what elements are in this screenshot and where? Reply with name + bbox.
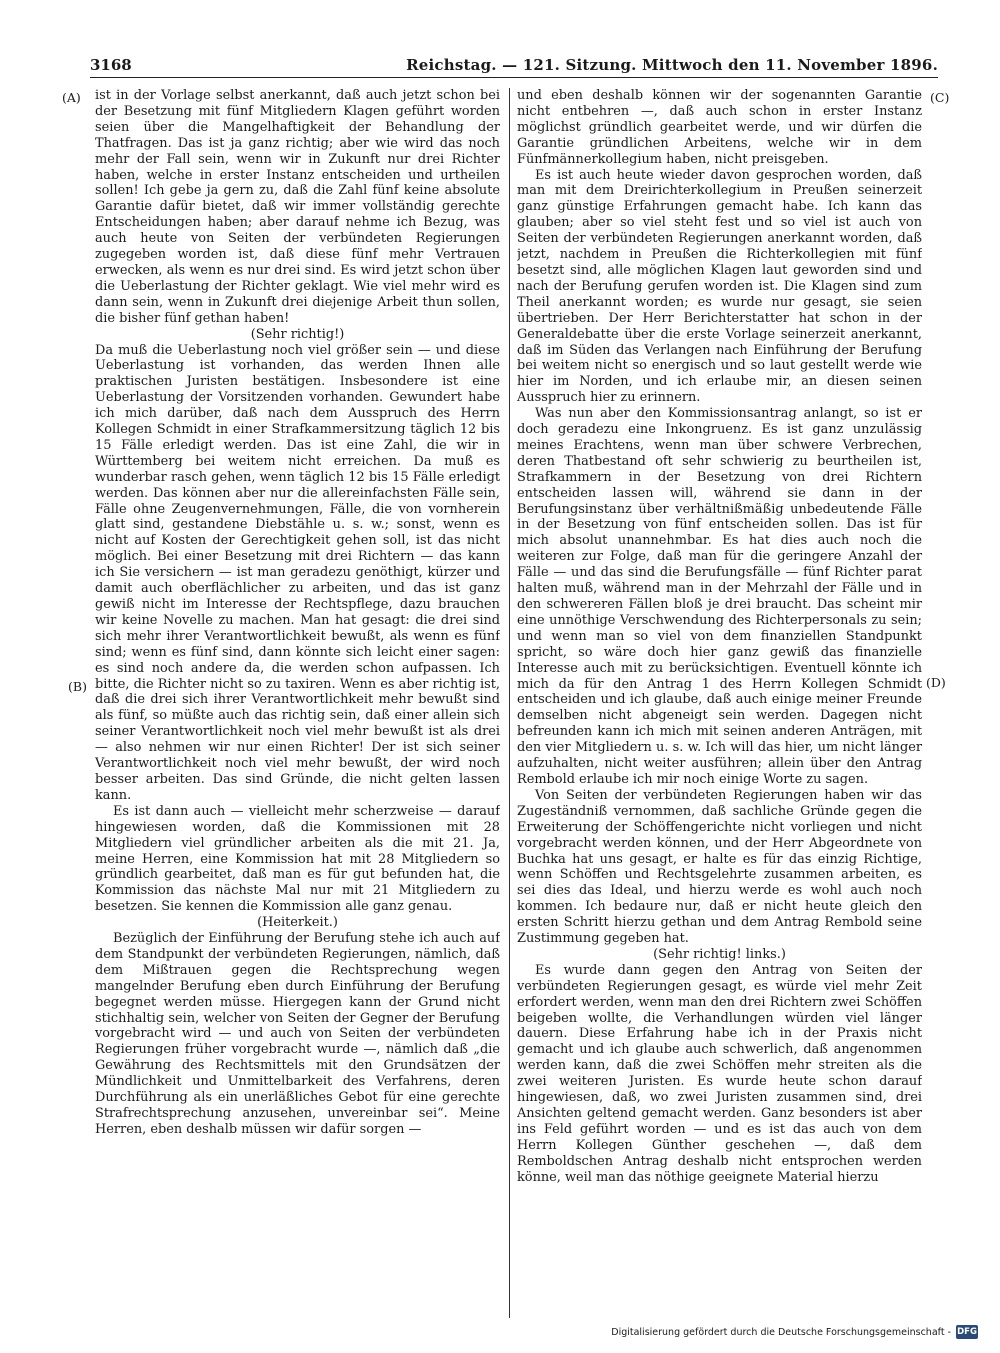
footer-credit (611, 1324, 978, 1340)
left-column (95, 88, 500, 1320)
margin-marker-d: (D) (926, 675, 946, 690)
right-column (517, 88, 922, 1320)
margin-marker-c: (C) (930, 90, 950, 105)
interjection: (Sehr richtig!) (250, 326, 345, 342)
interjection: (Sehr richtig! links.) (653, 946, 786, 962)
footer-text: Digitalisierung gefördert durch die Deutsche Forschungsgemeinschaft - (611, 1326, 951, 1338)
paragraph: Es wurde dann gegen den Antrag von Seiten der verbündeten Regierungen gesagt, es würde viel mehr Zeit erfordert werden, wenn man den drei Richtern zwei Schöffen beigeben wollte, die Verhandlungen würden viel länger dauern. Diese Erfahrung habe ich in der Praxis nicht gemacht und ich glaube auch schwerlich, daß angenommen werden kann, daß die zwei Schöffen mehr streiten als die zwei weiteren Juristen. Es wurde heute schon darauf hingewiesen, daß, wo zwei Juristen zusammen sind, drei Ansichten geltend gemacht werden. Ganz besonders ist aber ins Feld geführt worden — und es ist das auch von dem Herrn Kollegen Günther geschehen —, daß dem Remboldschen Antrag deshalb nicht entsprochen werden könne, weil man das nöthige geeignete Material hierzu (517, 962, 922, 1185)
paragraph: Was nun aber den Kommissionsantrag anlangt, so ist er doch geradezu eine Inkongruenz. Es ist ganz unzulässig meines Erachtens, wenn man über schwere Verbrechen, deren Thatbestand oft sehr schwierig zu beurtheilen ist, Strafkammern in der Besetzung von drei Richtern entscheiden lassen will, während sie dann in der Berufungsinstanz über verhältnißmäßig unbedeutende Fälle in der Besetzung von fünf entscheiden sollen. Das ist für mich absolut unannehmbar. Es hat dies auch noch die weiteren zur Folge, daß man für die geringere Anzahl der Fälle — und das sind die Berufungsfälle — fünf Richter parat halten muß, während man in der Mehrzahl der Fälle und in den schwereren Fällen bloß je drei braucht. Das scheint mir eine unnöthige Verschwendung des Richterpersonals zu sein; und wenn man so viel von dem finanziellen Standpunkt spricht, so wäre doch hier ganz gewiß das finanzielle Interesse auch mit zu berücksichtigen. Eventuell könnte ich mich da für den Antrag 1 des Herrn Kollegen Schmidt entscheiden und ich glaube, daß auch einige meiner Freunde demselben nicht abgeneigt sein werden. Dagegen nicht befreunden kann ich mich mit seinen anderen Anträgen, mit den vier Mitgliedern u. s. w. Ich will das hier, um nicht länger aufzuhalten, nicht weiter ausführen; allein über den Antrag Rembold erlaube ich mir noch einige Worte zu sagen. (517, 406, 922, 787)
paragraph: Es ist dann auch — vielleicht mehr scherzweise — darauf hingewiesen worden, daß die Kommissionen mit 28 Mitgliedern viel gründlicher arbeiten als die mit 21. Ja, meine Herren, eine Kommission hat mit 28 Mitgliedern so gründlich gearbeitet, daß man es für gut befunden hat, die Kommission das nächste Mal nur mit 21 Mitgliedern zu besetzen. Sie kennen die Kommission alle ganz genau. (95, 803, 500, 915)
paragraph: und eben deshalb können wir der sogenannten Garantie nicht entbehren —, daß auch schon in erster Instanz möglichst gründlich gearbeitet werde, und wir dürfen die Garantie gründlichen Arbeitens, welche wir in dem Fünfmännerkollegium haben, nicht preisgeben. (517, 88, 922, 167)
page-header (90, 48, 938, 74)
running-head: Reichstag. — 121. Sitzung. Mittwoch den 11. November 1896. (406, 56, 938, 74)
page-number: 3168 (90, 56, 132, 74)
paragraph: Es ist auch heute wieder davon gesprochen worden, daß man mit dem Dreirichterkollegium in Preußen seinerzeit ganz günstige Erfahrungen gemacht habe. Ich kann das glauben; aber so viel steht fest und so viel ist auch von Seiten der verbündeten Regierungen anerkannt worden, daß jetzt, nachdem in Preußen die Richterkollegien mit fünf besetzt sind, alle möglichen Klagen laut geworden sind und nach der Berufung gerufen worden ist. Die Klagen sind zum Theil anerkannt worden; es wurde nur gesagt, sie seien übertrieben. Der Herr Berichterstatter hat schon in der Generaldebatte über die erste Vorlage seinerzeit anerkannt, daß im Süden das Verlangen nach Einführung der Berufung bei weitem nicht so energisch und so laut gestellt werde wie hier im Norden, und ich erlaube mir, an diesen seinen Ausspruch hier zu erinnern. (517, 167, 922, 406)
header-rule (90, 77, 938, 78)
paragraph: Da muß die Ueberlastung noch viel größer sein — und diese Ueberlastung ist vorhanden, das werden Ihnen alle praktischen Juristen bestätigen. Insbesondere ist eine Ueberlastung der Vorsitzenden vorhanden. Gewundert habe ich mich darüber, daß nach dem Ausspruch des Herrn Kollegen Schmidt in einer Strafkammersitzung täglich 12 bis 15 Fälle erledigt werden. Das ist eine Zahl, die wir in Württemberg bei weitem nicht erreichen. Da muß es wunderbar rasch gehen, wenn täglich 12 bis 15 Fälle erledigt werden. Das können aber nur die allereinfachsten Fälle sein, Fälle ohne Zeugenvernehmungen, Fälle, die von vornherein glatt sind, gestandene Diebstähle u. s. w.; sonst, wenn es nicht auf Kosten der Gerechtigkeit gehen soll, ist das nicht möglich. Bei einer Besetzung mit drei Richtern — das kann ich Sie versichern — ist man geradezu genöthigt, kürzer und damit auch oberflächlicher zu arbeiten, und das ist ganz gewiß nicht im Interesse der Rechtspflege, dazu brauchen wir keine Novelle zu machen. Man hat gesagt: die drei sind sich mehr ihrer Verantwortlichkeit bewußt, als wenn es fünf sind; wenn es fünf sind, dann könnte sich leicht einer sagen: es sind noch andere da, die werden schon aufpassen. Ich bitte, die Richter nicht so zu taxiren. Wenn es aber richtig ist, daß die drei sich ihrer Verantwortlichkeit mehr bewußt sind als fünf, so müßte auch das richtig sein, daß einer allein sich seiner Verantwortlichkeit noch viel mehr bewußt ist als drei — also nehmen wir nur einen Richter! Der ist sich seiner Verantwortlichkeit noch viel mehr bewußt, der wird noch besser arbeiten. Das sind Gründe, die nicht gelten lassen kann. (95, 342, 500, 803)
paragraph: Bezüglich der Einführung der Berufung stehe ich auch auf dem Standpunkt der verbündeten Regierungen, nämlich, daß dem Mißtrauen gegen die Rechtsprechung wegen mangelnder Berufung eben durch Einführung der Berufung begegnet werden müsse. Hiergegen kann der Grund nicht stichhaltig sein, welcher von Seiten der Gegner der Berufung vorgebracht wird — und auch von Seiten der verbündeten Regierungen früher vorgebracht wurde —, nämlich daß „die Gewährung des Rechtsmittels mit den Grundsätzen der Mündlichkeit und Unmittelbarkeit des Verfahrens, deren Durchführung als ein unerläßliches Gebot für eine gerechte Strafrechtsprechung anzusehen, unvereinbar sei“. Meine Herren, eben deshalb müssen wir dafür sorgen — (95, 931, 500, 1137)
margin-marker-a: (A) (62, 90, 81, 105)
interjection: (Heiterkeit.) (257, 915, 338, 931)
margin-marker-b: (B) (68, 679, 87, 694)
paragraph: Von Seiten der verbündeten Regierungen haben wir das Zugeständniß vernommen, daß sachliche Gründe gegen die Erweiterung der Schöffengerichte nicht vorliegen und nicht vorgebracht werden können, und der Herr Abgeordnete von Buchka hat uns gesagt, er halte es für das einzig Richtige, wenn Schöffen und Rechtsgelehrte zusammen arbeiten, es sei dies das Ideal, und hierzu werde es wohl auch noch kommen. Ich bedaure nur, daß er nicht heute gleich den ersten Schritt hierzu gethan und dem Antrag Rembold seine Zustimmung gegeben hat. (517, 787, 922, 947)
dfg-logo-icon: DFG (957, 1327, 977, 1337)
paragraph: ist in der Vorlage selbst anerkannt, daß auch jetzt schon bei der Besetzung mit fünf Mitgliedern Klagen geführt worden seien über die Mangelhaftigkeit der Behandlung der Thatfragen. Das ist ja ganz richtig; aber wie wird das noch mehr der Fall sein, wenn wir in Zukunft nur drei Richter haben, welche in erster Instanz entscheiden und urtheilen sollen! Ich gebe ja gern zu, daß die Zahl fünf keine absolute Garantie dafür bietet, daß wir immer vollständig gerechte Entscheidungen haben; aber darauf nehme ich Bezug, was auch heute von Seiten der verbündeten Regierungen zugegeben worden ist, daß diese fünf mehr Vertrauen erwecken, als wenn es nur drei sind. Es wird jetzt schon über die Ueberlastung der Richter geklagt. Wie viel mehr wird es dann sein, wenn in Zukunft drei diejenige Arbeit thun sollen, die bisher fünf gethan haben! (95, 88, 500, 326)
column-divider (509, 88, 510, 1318)
